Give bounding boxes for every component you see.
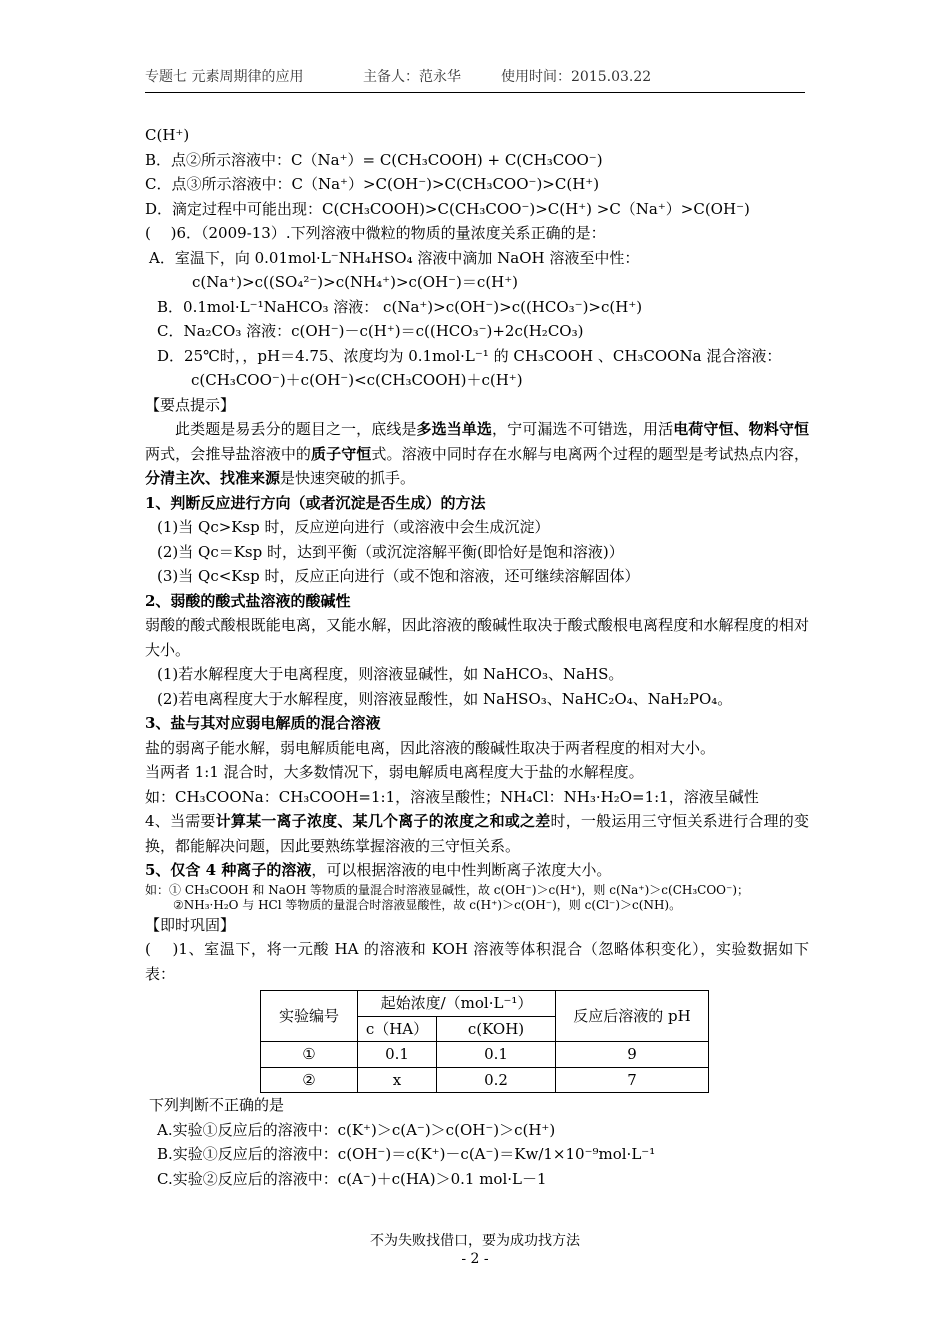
heading-3: 3、盐与其对应弱电解质的混合溶液 (145, 714, 381, 732)
table-header-conc: 起始浓度/（mol·L⁻¹） (358, 991, 556, 1017)
cell-koh: 0.2 (437, 1067, 556, 1093)
table-row (261, 1067, 709, 1093)
document-body (145, 123, 809, 1191)
table-header-ha: c（HA） (358, 1016, 437, 1042)
table-header-koh: c(KOH) (437, 1016, 556, 1042)
paragraph-5 (145, 858, 809, 883)
option-b: B．点②所示溶液中：C（Na⁺）= C(CH₃COOH) + C(CH₃COO⁻) (145, 150, 603, 169)
bold-span: 质子守恒 (311, 444, 372, 463)
table-row (261, 1042, 709, 1068)
text-line: 当两者 1:1 混合时，大多数情况下，弱电解质电离程度大于盐的水解程度。 (145, 763, 644, 781)
paragraph-2: 弱酸的酸式酸根既能电离，又能水解，因此溶液的酸碱性取决于酸式酸根电离程度和水解程度的相对大小。 (145, 616, 809, 659)
bold-span: 计算某一离子浓度、某几个离子的浓度之和或之差 (215, 812, 551, 830)
page-header (145, 66, 805, 93)
text-span: 两式，会推导盐溶液中的 (145, 444, 312, 463)
cell-id: ① (261, 1042, 358, 1068)
text-span: 是快速突破的抓手。 (280, 469, 416, 487)
header-date: 使用时间：2015.03.22 (501, 69, 652, 85)
q6-option-b: B．0.1mol·L⁻¹NaHCO₃ 溶液： c(Na⁺)>c(OH⁻)>c((HCO₃⁻)>c(H⁺) (157, 297, 643, 316)
text-span: 时，一般运用三守恒关系进行合理的变换，都能解决问题，因此要熟练掌握溶液的三守恒关系。 (145, 812, 809, 855)
cell-ph: 7 (556, 1067, 709, 1093)
footer-motto: 不为失败找借口，要为成功找方法 (370, 1233, 580, 1249)
rule-2-1: (1)若水解程度大于电离程度，则溶液显碱性，如 NaHCO₃、NaHS。 (157, 665, 624, 683)
cell-id: ② (261, 1067, 358, 1093)
header-author: 主备人：范永华 (363, 69, 461, 85)
data-table (260, 990, 709, 1093)
tips-paragraph (145, 417, 809, 491)
q6-option-c: C．Na₂CO₃ 溶液：c(OH⁻)－c(H⁺)＝c((HCO₃⁻)+2c(H₂CO₃) (157, 322, 584, 340)
heading-1: 1、判断反应进行方向（或者沉淀是否生成）的方法 (145, 493, 486, 512)
page-footer (0, 1232, 950, 1268)
cell-ha: 0.1 (358, 1042, 437, 1068)
example-2: ②NH₃·H₂O 与 HCl 等物质的量混合时溶液显酸性，故 c(H⁺)＞c(OH⁻)，则 c(Cl⁻)＞c(NH)。 (173, 897, 682, 912)
text-span: 此类题是易丢分的题目之一，底线是 (175, 420, 417, 438)
text-line: 盐的弱离子能水解，弱电解质能电离，因此溶液的酸碱性取决于两者程度的相对大小。 (145, 738, 716, 757)
cell-ha: x (358, 1067, 437, 1093)
rule-2-2: (2)若电离程度大于水解程度，则溶液显酸性，如 NaHSO₃、NaHC₂O₄、NaH₂PO₄。 (157, 689, 733, 708)
text-span: 4、当需要 (145, 812, 216, 830)
page-number: - 2 - (461, 1251, 489, 1267)
answer-a: A.实验①反应后的溶液中：c(K⁺)＞c(A⁻)＞c(OH⁻)＞c(H⁺) (157, 1120, 556, 1139)
heading-2: 2、弱酸的酸式盐溶液的酸碱性 (145, 591, 351, 610)
option-c: C．点③所示溶液中：C（Na⁺）>C(OH⁻)>C(CH₃COO⁻)>C(H⁺) (145, 175, 600, 193)
q6-option-a-formula: c(Na⁺)>c((SO₄²⁻)>c(NH₄⁺)>c(OH⁻)＝c(H⁺) (192, 273, 519, 291)
practice-question-1: ( )1、室温下，将一元酸 HA 的溶液和 KOH 溶液等体积混合（忽略体积变化），实验数据如下表： (145, 940, 809, 983)
table-header-exp: 实验编号 (261, 991, 358, 1042)
paragraph-4 (145, 809, 809, 858)
option-d: D．滴定过程中可能出现：C(CH₃COOH)>C(CH₃COO⁻)>C(H⁺) >C（Na⁺）>C(OH⁻) (145, 199, 750, 218)
bold-span: 5、仅含 4 种离子的溶液 (145, 861, 312, 879)
answer-c: C.实验②反应后的溶液中：c(A⁻)＋c(HA)＞0.1 mol·L－1 (157, 1169, 547, 1188)
section-heading-practice: 【即时巩固】 (145, 915, 236, 934)
example-1: 如：① CH₃COOH 和 NaOH 等物质的量混合时溶液显碱性，故 c(OH⁻)＞c(H⁺)，则 c(Na⁺)＞c(CH₃COO⁻)； (145, 882, 750, 897)
judgement-prompt: 下列判断不正确的是 (149, 1096, 285, 1114)
table-header-ph: 反应后溶液的 pH (556, 991, 709, 1042)
rule-1: (1)当 Qc>Ksp 时，反应逆向进行（或溶液中会生成沉淀） (157, 518, 550, 536)
question-6: ( )6．（2009-13）.下列溶液中微粒的物质的量浓度关系正确的是： (145, 224, 606, 242)
q6-option-d: D．25℃时，，pH＝4.75、浓度均为 0.1mol·L⁻¹ 的 CH₃COOH 、CH₃COONa 混合溶液： (157, 346, 782, 365)
q6-option-a: A．室温下，向 0.01mol·L⁻NH₄HSO₄ 溶液中滴加 NaOH 溶液至中性： (149, 248, 640, 267)
text-span: ，可以根据溶液的电中性判断离子浓度大小。 (311, 861, 612, 879)
rule-3: (3)当 Qc<Ksp 时，反应正向进行（或不饱和溶液，还可继续溶解固体） (157, 567, 640, 585)
cell-koh: 0.1 (437, 1042, 556, 1068)
text-line: 如：CH₃COONa：CH₃COOH=1:1，溶液呈酸性；NH₄Cl：NH₃·H₂O=1:1，溶液呈碱性 (145, 787, 759, 806)
bold-span: 分清主次、找准来源 (145, 469, 281, 487)
rule-2: (2)当 Qc＝Ksp 时，达到平衡（或沉淀溶解平衡(即恰好是饱和溶液)） (157, 542, 624, 561)
bold-span: 电荷守恒、物料守恒 (673, 420, 809, 438)
text-line: C(H⁺) (145, 126, 190, 144)
section-heading-tips: 【要点提示】 (145, 395, 236, 414)
text-span: ，宁可漏选不可错选，用活 (492, 420, 674, 438)
text-span: 式。溶液中同时存在水解与电离两个过程的题型是考试热点内容， (371, 444, 809, 463)
cell-ph: 9 (556, 1042, 709, 1068)
bold-span: 多选当单选 (416, 420, 493, 438)
answer-b: B.实验①反应后的溶液中：c(OH⁻)＝c(K⁺)－c(A⁻)＝Kw/1×10⁻⁹mol·L⁻¹ (157, 1145, 656, 1163)
q6-option-d-formula: c(CH₃COO⁻)＋c(OH⁻)<c(CH₃COOH)＋c(H⁺) (191, 371, 523, 389)
header-topic: 专题七 元素周期律的应用 (145, 69, 304, 85)
